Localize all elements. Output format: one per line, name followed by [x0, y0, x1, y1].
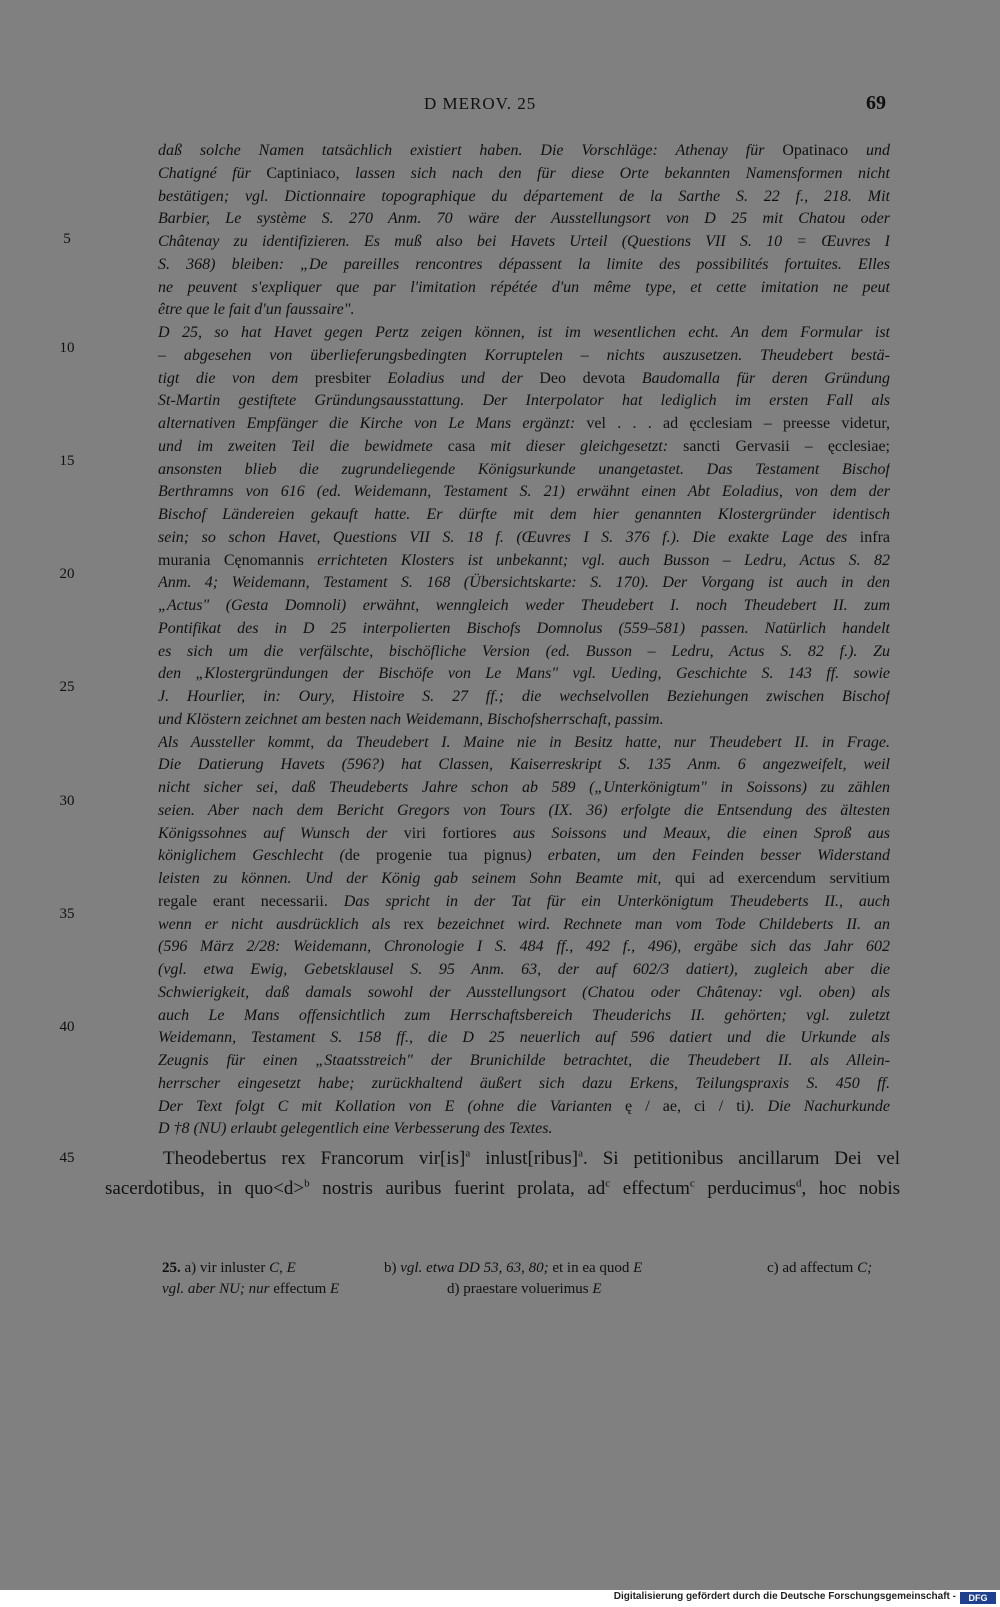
charter-text [105, 1144, 900, 1204]
commentary-line: wenn er nicht ausdrücklich als rex bezeichnet wird. Rechnete man vom Tode Childeberts II. an [158, 915, 890, 933]
commentary-line: ne peuvent s'expliquer que par l'imitation répétée d'un même type, et cette imitation ne peut [158, 278, 890, 296]
commentary-line: ansonsten blieb die zugrundeliegende Königsurkunde unangetastet. Das Testament Bischof [158, 460, 890, 478]
commentary-line: Barbier, Le système S. 270 Anm. 70 wäre der Ausstellungsort von D 25 mit Chatou oder [158, 210, 890, 228]
commentary-line: (596 März 2/28: Weidemann, Chronologie I S. 484 ff., 492 f., 496), ergäbe sich das Jahr 602 [158, 938, 890, 956]
charter-line: sacerdotibus, in quo<d>$^b$ nostris auribus fuerint prolata, $ad^c$ effectum$^c$ perducimus$^d$, hoc nobis [105, 1177, 900, 1199]
line-number: 20 [59, 566, 75, 582]
commentary-line: Weidemann, Testament S. 158 ff., die D 25 neuerlich auf 596 datiert und die Urkunde als [158, 1029, 890, 1047]
line-number: 5 [63, 231, 71, 247]
commentary-line: Zeugnis für einen „Staatsstreich" der Brunichilde betrachtet, die Theudebert II. als Allein- [158, 1052, 890, 1069]
commentary-line: sein; so schon Havet, Questions VII S. 18 f. (Œuvres I S. 376 f.). Die exakte Lage des infra [158, 528, 890, 546]
commentary-line: D 25, so hat Havet gegen Pertz zeigen können, ist im wesentlichen echt. An dem Formular ist [158, 324, 890, 341]
commentary-line: regale erant necessarii. Das spricht in der Tat für ein Unterkönigtum Theudeberts II., auch [158, 892, 890, 910]
commentary-line: bestätigen; vgl. Dictionnaire topographique du département de la Sarthe S. 22 f., 218. Mit [158, 187, 890, 205]
line-number: 40 [59, 1019, 75, 1035]
commentary-line: leisten zu können. Und der König gab seinem Sohn Beamte mit, qui ad exercendum servitium [158, 870, 890, 887]
commentary-line: tigt die von dem presbiter Eoladius und der Deo devota Baudomalla für deren Gründung [158, 369, 890, 387]
running-header [0, 94, 1000, 118]
commentary-line: Die Datierung Havets (596?) hat Classen, Kaiserreskript S. 135 Anm. 6 angezweifelt, weil [158, 756, 890, 774]
note-item: d) praestare voluerimus E [447, 1281, 602, 1297]
header-title: D MEROV. 25 [424, 94, 537, 113]
commentary-line: Der Text folgt C mit Kollation von E (ohne die Varianten ę / ae, ci / ti). Die Nachurkunde [158, 1097, 890, 1115]
commentary-line: J. Hourlier, in: Oury, Histoire S. 27 ff.; die wechselvollen Beziehungen zwischen Bischof [158, 688, 890, 705]
commentary-line: St-Martin gestiftete Gründungsausstattung. Der Interpolator hat lediglich im ersten Fall als [158, 392, 890, 410]
note-item: vgl. aber NU; nur effectum E [162, 1281, 340, 1297]
dfg-logo: DFG [960, 1592, 996, 1604]
commentary-line: S. 368) bleiben: „De pareilles rencontres dépassent la limite des possibilités fortuites. Elles [158, 255, 890, 273]
commentary-line: – abgesehen von überlieferungsbedingten Korruptelen – nichts auszusetzen. Theudebert bestä- [158, 346, 890, 364]
commentary-line: Chatigné für Captiniaco, lassen sich nach den für diese Orte bekannten Namensformen nicht [158, 164, 890, 182]
commentary-line: Anm. 4; Weidemann, Testament S. 168 (Übersichtskarte: S. 170). Der Vorgang ist auch in den [158, 574, 890, 592]
commentary-line: und Klöstern zeichnet am besten nach Weidemann, Bischofsherrschaft, passim. [158, 710, 664, 728]
commentary-line: D †8 (NU) erlaubt gelegentlich eine Verbesserung des Textes. [158, 1120, 553, 1138]
commentary-line: murania Cęnomannis errichteten Klosters ist unbekannt; vgl. auch Busson – Ledru, Actus S. 82 [158, 551, 890, 569]
note-item: b) vgl. etwa DD 53, 63, 80; et in ea quod E [384, 1260, 643, 1276]
note-row [162, 1258, 902, 1279]
commentary-line: den „Klostergründungen der Bischöfe von Le Mans" vgl. Ueding, Geschichte S. 143 ff. sowie [158, 665, 890, 683]
line-number: 30 [59, 793, 75, 809]
line-number: 15 [59, 453, 75, 469]
commentary-line: „Actus" (Gesta Domnoli) erwähnt, wenngleich weder Theudebert I. noch Theudebert II. zum [158, 597, 890, 614]
commentary-line: Schwierigkeit, daß damals sowohl der Ausstellungsort (Chatou oder Châtenay: vgl. oben) als [158, 983, 890, 1001]
commentary-line: herrscher eingesetzt habe; zurückhaltend äußert sich dazu Erkens, Teilungspraxis S. 450 ff. [158, 1074, 890, 1092]
footer-bar [0, 1590, 1000, 1607]
page-number: 69 [866, 92, 886, 114]
commentary-line: Als Aussteller kommt, da Theudebert I. Maine nie in Besitz hatte, nur Theudebert II. in Frage. [158, 733, 890, 751]
commentary-line: être que le fait d'un faussaire". [158, 301, 355, 319]
commentary-line: Pontifikat des in D 25 interpolierten Bischofs Domnolus (559–581) passen. Natürlich handelt [158, 619, 890, 637]
commentary-line: Châtenay zu identifizieren. Es muß also bei Havets Urteil (Questions VII S. 10 = Œuvres I [158, 233, 890, 250]
charter-line: Theodebertus rex Francorum vir[is]$^a$ inlust[ribus]$^a$. Si petitionibus ancillarum Dei vel [163, 1147, 900, 1169]
commentary-line: es sich um die verfälschte, bischöfliche Version (ed. Busson – Ledru, Actus S. 82 f.). Zu [158, 642, 890, 660]
commentary-line: nicht sicher sei, daß Theudeberts Jahre schon ab 589 („Unterkönigtum" in Soissons) zu zählen [158, 779, 890, 796]
commentary-line: Bischof Ländereien gekauft hatte. Er dürfte mit dem hier genannten Klostergründer identisch [158, 506, 890, 523]
line-number: 45 [59, 1150, 75, 1166]
line-number: 10 [59, 340, 75, 356]
commentary-line: königlichem Geschlecht (de progenie tua pignus) erbaten, um den Feinden besser Widerstand [158, 847, 890, 865]
line-number: 25 [59, 679, 75, 695]
commentary-line: Königssohnes auf Wunsch der viri fortiores aus Soissons und Meaux, die einen Sproß aus [158, 824, 890, 842]
commentary-text [158, 140, 890, 1141]
commentary-line: daß solche Namen tatsächlich existiert haben. Die Vorschläge: Athenay für Opatinaco und [158, 142, 890, 159]
note-item: 25. a) vir inluster C, E [162, 1260, 296, 1276]
note-row [162, 1279, 902, 1300]
apparatus-notes [162, 1258, 902, 1300]
commentary-line: seien. Aber nach dem Bericht Gregors von Tours (IX. 36) erfolgte die Entsendung des ältesten [158, 801, 890, 819]
commentary-line: und im zweiten Teil die bewidmete casa mit dieser gleichgesetzt: sancti Gervasii – ęcclesiae; [158, 437, 890, 455]
note-item: c) ad affectum C; [767, 1260, 873, 1276]
commentary-line: auch Le Mans offensichtlich zum Herrschaftsbereich Theuderichs II. gehörten; vgl. zuletzt [158, 1006, 890, 1024]
commentary-line: (vgl. etwa Ewig, Gebetsklausel S. 95 Anm. 63, der auf 602/3 datiert), zugleich aber die [158, 961, 890, 978]
line-number: 35 [59, 906, 75, 922]
commentary-line: Berthramns von 616 (ed. Weidemann, Testament S. 21) erwähnt einen Abt Eoladius, von dem der [158, 483, 890, 501]
commentary-line: alternativen Empfänger die Kirche von Le Mans ergänzt: vel . . . ad ęcclesiam – preesse videtur, [158, 415, 890, 432]
funding-notice: Digitalisierung gefördert durch die Deutsche Forschungsgemeinschaft - [613, 1591, 956, 1602]
